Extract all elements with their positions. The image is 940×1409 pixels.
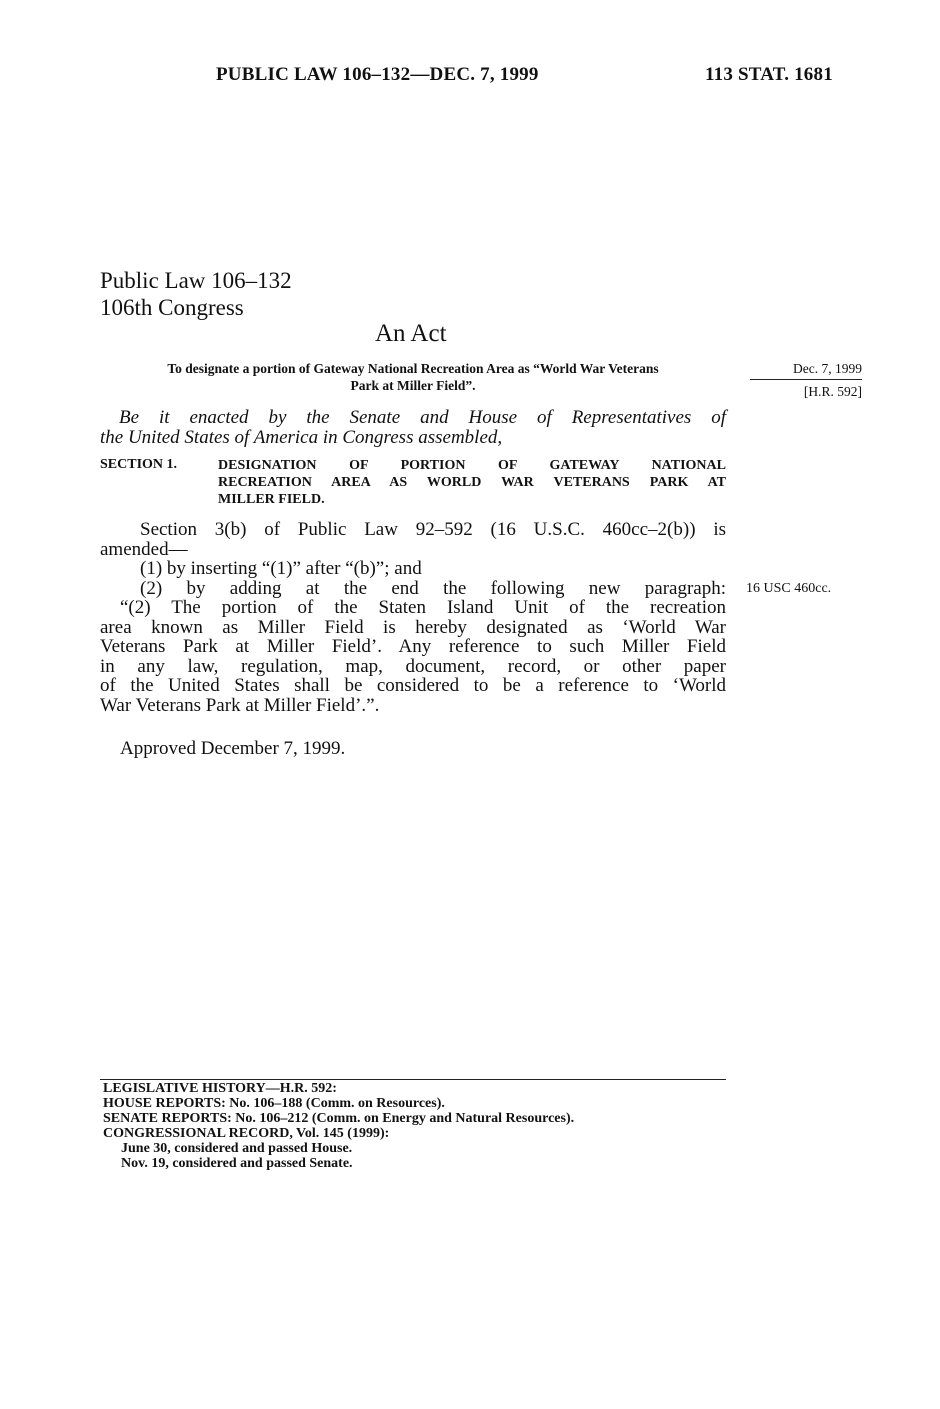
section-heading: [218, 457, 726, 508]
paragraph-line: Veterans Park at Miller Field’. Any reference to such Miller Field: [100, 636, 726, 657]
congress-number: 106th Congress: [100, 295, 244, 320]
body-line: amended—: [100, 538, 188, 560]
section-heading-line: RECREATION AREA AS WORLD WAR VETERANS PARK AT: [218, 475, 726, 490]
legislative-history-heading: LEGISLATIVE HISTORY—H.R. 592:: [103, 1081, 337, 1096]
paragraph-line: of the United States shall be considered to be a reference to ‘World: [100, 675, 726, 696]
legislative-history-divider: [100, 1079, 726, 1080]
public-law-number: Public Law 106–132: [100, 268, 292, 293]
legislative-action: June 30, considered and passed House.: [121, 1141, 353, 1156]
margin-divider: [750, 379, 862, 380]
enacting-clause-line: Be it enacted by the Senate and House of Representatives of: [119, 407, 726, 428]
body-line: Section 3(b) of Public Law 92–592 (16 U.S.C. 460cc–2(b)) is: [140, 519, 726, 540]
section-body: [100, 520, 726, 715]
legislative-action: Nov. 19, considered and passed Senate.: [121, 1156, 353, 1171]
paragraph-line: War Veterans Park at Miller Field’.”.: [100, 694, 380, 716]
long-title-line: To designate a portion of Gateway National Recreation Area as “World War Veterans: [167, 361, 659, 376]
congressional-record: CONGRESSIONAL RECORD, Vol. 145 (1999):: [103, 1126, 390, 1141]
amendment-item: (1) by inserting “(1)” after “(b)”; and: [140, 558, 422, 579]
paragraph-line: area known as Miller Field is hereby designated as ‘World War: [100, 616, 726, 638]
section-label: SECTION 1.: [100, 457, 178, 472]
paragraph-line: “(2) The portion of the Staten Island Unit of the recreation: [120, 597, 726, 618]
margin-date: Dec. 7, 1999: [793, 361, 862, 376]
running-head-title: PUBLIC LAW 106–132—DEC. 7, 1999: [216, 64, 539, 85]
margin-usc-note: 16 USC 460cc.: [746, 581, 832, 596]
margin-bill-number: [H.R. 592]: [803, 384, 862, 399]
senate-reports: SENATE REPORTS: No. 106–212 (Comm. on Energy and Natural Resources).: [103, 1111, 575, 1126]
section-heading-line: DESIGNATION OF PORTION OF GATEWAY NATIONAL: [218, 458, 726, 473]
amendment-item: (2) by adding at the end the following new paragraph:: [140, 577, 726, 599]
section-heading-line: MILLER FIELD.: [218, 492, 325, 507]
long-title: [100, 360, 726, 394]
legislative-history: [103, 1081, 574, 1171]
running-head-page: 113 STAT. 1681: [705, 64, 833, 85]
long-title-line: Park at Miller Field”.: [350, 378, 476, 393]
paragraph-line: in any law, regulation, map, document, record, or other paper: [100, 655, 726, 677]
enacting-clause-line: the United States of America in Congress assembled,: [100, 427, 503, 448]
approval-date: Approved December 7, 1999.: [120, 738, 346, 759]
enacting-clause: [100, 408, 726, 448]
house-reports: HOUSE REPORTS: No. 106–188 (Comm. on Resources).: [103, 1096, 445, 1111]
act-heading: An Act: [375, 320, 447, 347]
